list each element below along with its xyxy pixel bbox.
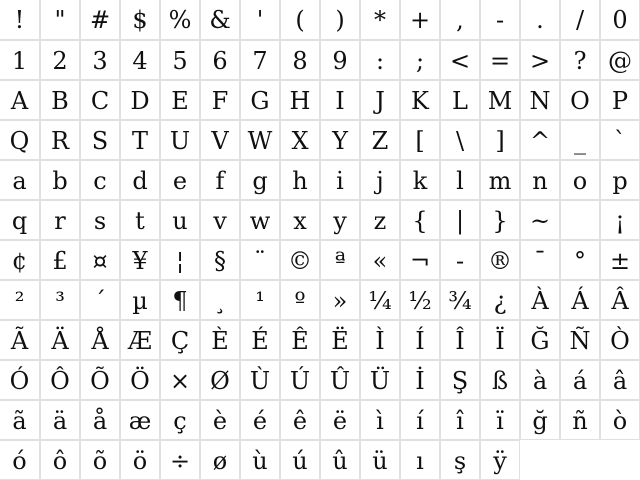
- glyph-cell[interactable]: x: [280, 200, 320, 240]
- glyph-cell[interactable]: ¡: [600, 200, 640, 240]
- glyph-cell[interactable]: |: [440, 200, 480, 240]
- glyph-cell[interactable]: ¿: [480, 280, 520, 320]
- glyph-cell[interactable]: 5: [160, 40, 200, 80]
- glyph-cell[interactable]: õ: [80, 440, 120, 480]
- glyph-cell[interactable]: q: [0, 200, 40, 240]
- glyph-cell[interactable]: l: [440, 160, 480, 200]
- glyph-cell[interactable]: ö: [120, 440, 160, 480]
- glyph-cell[interactable]: ?: [560, 40, 600, 80]
- glyph-cell[interactable]: j: [360, 160, 400, 200]
- glyph-cell[interactable]: $: [120, 0, 160, 40]
- glyph-cell[interactable]: ©: [280, 240, 320, 280]
- glyph-cell[interactable]: â: [600, 360, 640, 400]
- glyph-cell[interactable]: m: [480, 160, 520, 200]
- glyph-cell[interactable]: í: [400, 400, 440, 440]
- glyph-cell[interactable]: [: [400, 120, 440, 160]
- glyph-cell[interactable]: ¹: [240, 280, 280, 320]
- glyph-cell[interactable]: t: [120, 200, 160, 240]
- glyph-cell[interactable]: ¯: [520, 240, 560, 280]
- glyph-cell[interactable]: +: [400, 0, 440, 40]
- glyph-cell[interactable]: Ü: [360, 360, 400, 400]
- glyph-cell[interactable]: ÷: [160, 440, 200, 480]
- glyph-cell[interactable]: c: [80, 160, 120, 200]
- glyph-cell[interactable]: °: [560, 240, 600, 280]
- glyph-cell[interactable]: ±: [600, 240, 640, 280]
- glyph-cell[interactable]: >: [520, 40, 560, 80]
- glyph-cell[interactable]: H: [280, 80, 320, 120]
- glyph-cell[interactable]: Æ: [120, 320, 160, 360]
- glyph-cell[interactable]: &: [200, 0, 240, 40]
- glyph-cell[interactable]: ): [320, 0, 360, 40]
- glyph-cell[interactable]: @: [600, 40, 640, 80]
- glyph-cell[interactable]: §: [200, 240, 240, 280]
- glyph-cell[interactable]: ,: [440, 0, 480, 40]
- glyph-cell[interactable]: ì: [360, 400, 400, 440]
- glyph-cell[interactable]: b: [40, 160, 80, 200]
- glyph-cell[interactable]: Í: [400, 320, 440, 360]
- glyph-cell[interactable]: ¥: [120, 240, 160, 280]
- glyph-cell[interactable]: à: [520, 360, 560, 400]
- glyph-cell[interactable]: Ö: [120, 360, 160, 400]
- glyph-cell[interactable]: Q: [0, 120, 40, 160]
- glyph-cell[interactable]: P: [600, 80, 640, 120]
- glyph-cell[interactable]: A: [0, 80, 40, 120]
- glyph-cell[interactable]: ı: [400, 440, 440, 480]
- glyph-cell[interactable]: Ä: [40, 320, 80, 360]
- glyph-cell[interactable]: ¨: [240, 240, 280, 280]
- glyph-cell[interactable]: e: [160, 160, 200, 200]
- glyph-cell[interactable]: ®: [480, 240, 520, 280]
- glyph-cell[interactable]: ú: [280, 440, 320, 480]
- glyph-cell[interactable]: ½: [400, 280, 440, 320]
- glyph-cell[interactable]: 0: [600, 0, 640, 40]
- glyph-cell[interactable]: J: [360, 80, 400, 120]
- glyph-cell[interactable]: L: [440, 80, 480, 120]
- glyph-cell[interactable]: 8: [280, 40, 320, 80]
- glyph-cell[interactable]: ø: [200, 440, 240, 480]
- glyph-cell[interactable]: Ï: [480, 320, 520, 360]
- glyph-cell[interactable]: .: [520, 0, 560, 40]
- glyph-cell[interactable]: (: [280, 0, 320, 40]
- glyph-cell[interactable]: _: [560, 120, 600, 160]
- glyph-cell[interactable]: Å: [80, 320, 120, 360]
- glyph-cell[interactable]: `: [600, 120, 640, 160]
- glyph-cell[interactable]: ò: [600, 400, 640, 440]
- glyph-cell[interactable]: Ì: [360, 320, 400, 360]
- glyph-cell[interactable]: f: [200, 160, 240, 200]
- glyph-cell[interactable]: s: [80, 200, 120, 240]
- glyph-cell[interactable]: Ç: [160, 320, 200, 360]
- glyph-cell[interactable]: 3: [80, 40, 120, 80]
- glyph-cell[interactable]: ;: [400, 40, 440, 80]
- glyph-cell[interactable]: Á: [560, 280, 600, 320]
- glyph-cell[interactable]: \: [440, 120, 480, 160]
- glyph-cell[interactable]: p: [600, 160, 640, 200]
- glyph-cell[interactable]: z: [360, 200, 400, 240]
- glyph-cell[interactable]: #: [80, 0, 120, 40]
- glyph-cell[interactable]: -: [480, 0, 520, 40]
- glyph-cell[interactable]: Î: [440, 320, 480, 360]
- glyph-cell[interactable]: 1: [0, 40, 40, 80]
- glyph-cell[interactable]: g: [240, 160, 280, 200]
- glyph-cell[interactable]: %: [160, 0, 200, 40]
- glyph-cell[interactable]: Â: [600, 280, 640, 320]
- glyph-cell[interactable]: K: [400, 80, 440, 120]
- glyph-cell[interactable]: ¾: [440, 280, 480, 320]
- glyph-cell[interactable]: O: [560, 80, 600, 120]
- glyph-cell[interactable]: r: [40, 200, 80, 240]
- glyph-cell[interactable]: Y: [320, 120, 360, 160]
- glyph-cell[interactable]: W: [240, 120, 280, 160]
- glyph-cell[interactable]: ´: [80, 280, 120, 320]
- glyph-cell[interactable]: C: [80, 80, 120, 120]
- glyph-cell[interactable]: Ò: [600, 320, 640, 360]
- glyph-cell[interactable]: ÿ: [480, 440, 520, 480]
- glyph-cell[interactable]: ç: [160, 400, 200, 440]
- glyph-cell[interactable]: ß: [480, 360, 520, 400]
- glyph-cell[interactable]: ä: [40, 400, 80, 440]
- glyph-cell[interactable]: æ: [120, 400, 160, 440]
- glyph-cell[interactable]: ^: [520, 120, 560, 160]
- glyph-cell[interactable]: è: [200, 400, 240, 440]
- glyph-cell[interactable]: d: [120, 160, 160, 200]
- glyph-cell[interactable]: µ: [120, 280, 160, 320]
- glyph-cell[interactable]: S: [80, 120, 120, 160]
- glyph-cell[interactable]: ¢: [0, 240, 40, 280]
- glyph-cell[interactable]: º: [280, 280, 320, 320]
- glyph-cell[interactable]: D: [120, 80, 160, 120]
- glyph-cell[interactable]: ¦: [160, 240, 200, 280]
- glyph-cell[interactable]: E: [160, 80, 200, 120]
- glyph-cell[interactable]: V: [200, 120, 240, 160]
- glyph-cell[interactable]: ¶: [160, 280, 200, 320]
- glyph-cell[interactable]: F: [200, 80, 240, 120]
- glyph-cell[interactable]: ó: [0, 440, 40, 480]
- glyph-cell[interactable]: a: [0, 160, 40, 200]
- glyph-cell[interactable]: î: [440, 400, 480, 440]
- glyph-cell[interactable]: Û: [320, 360, 360, 400]
- glyph-cell[interactable]: 9: [320, 40, 360, 80]
- glyph-cell[interactable]: /: [560, 0, 600, 40]
- glyph-cell[interactable]: T: [120, 120, 160, 160]
- glyph-cell[interactable]: v: [200, 200, 240, 240]
- glyph-cell[interactable]: ô: [40, 440, 80, 480]
- glyph-cell[interactable]: İ: [400, 360, 440, 400]
- glyph-cell[interactable]: ğ: [520, 400, 560, 440]
- glyph-cell[interactable]: ü: [360, 440, 400, 480]
- glyph-cell[interactable]: !: [0, 0, 40, 40]
- glyph-cell[interactable]: M: [480, 80, 520, 120]
- glyph-cell[interactable]: Ş: [440, 360, 480, 400]
- glyph-cell[interactable]: «: [360, 240, 400, 280]
- glyph-cell[interactable]: »: [320, 280, 360, 320]
- glyph-cell[interactable]: ¤: [80, 240, 120, 280]
- glyph-cell[interactable]: G: [240, 80, 280, 120]
- glyph-cell[interactable]: i: [320, 160, 360, 200]
- glyph-cell[interactable]: ²: [0, 280, 40, 320]
- glyph-cell[interactable]: k: [400, 160, 440, 200]
- glyph-cell[interactable]: ³: [40, 280, 80, 320]
- glyph-cell[interactable]: ]: [480, 120, 520, 160]
- glyph-cell[interactable]: ñ: [560, 400, 600, 440]
- glyph-cell[interactable]: Ã: [0, 320, 40, 360]
- glyph-cell[interactable]: -: [440, 240, 480, 280]
- glyph-cell[interactable]: £: [40, 240, 80, 280]
- glyph-cell[interactable]: =: [480, 40, 520, 80]
- glyph-cell[interactable]: ã: [0, 400, 40, 440]
- glyph-cell[interactable]: U: [160, 120, 200, 160]
- glyph-cell[interactable]: ï: [480, 400, 520, 440]
- glyph-cell[interactable]: ş: [440, 440, 480, 480]
- glyph-cell[interactable]: ': [240, 0, 280, 40]
- glyph-cell[interactable]: Ë: [320, 320, 360, 360]
- glyph-cell[interactable]: Ê: [280, 320, 320, 360]
- glyph-cell[interactable]: ù: [240, 440, 280, 480]
- glyph-cell[interactable]: ª: [320, 240, 360, 280]
- glyph-cell[interactable]: 4: [120, 40, 160, 80]
- glyph-cell[interactable]: Õ: [80, 360, 120, 400]
- glyph-cell[interactable]: Ğ: [520, 320, 560, 360]
- glyph-cell[interactable]: {: [400, 200, 440, 240]
- glyph-cell[interactable]: u: [160, 200, 200, 240]
- glyph-cell[interactable]: 2: [40, 40, 80, 80]
- glyph-cell[interactable]: á: [560, 360, 600, 400]
- glyph-cell[interactable]: é: [240, 400, 280, 440]
- glyph-cell[interactable]: w: [240, 200, 280, 240]
- glyph-cell[interactable]: Z: [360, 120, 400, 160]
- glyph-cell[interactable]: Ó: [0, 360, 40, 400]
- glyph-cell-empty[interactable]: [560, 200, 600, 240]
- glyph-cell[interactable]: h: [280, 160, 320, 200]
- glyph-cell[interactable]: ×: [160, 360, 200, 400]
- glyph-cell[interactable]: B: [40, 80, 80, 120]
- glyph-cell[interactable]: Ù: [240, 360, 280, 400]
- glyph-cell[interactable]: ": [40, 0, 80, 40]
- glyph-cell[interactable]: É: [240, 320, 280, 360]
- glyph-cell[interactable]: *: [360, 0, 400, 40]
- glyph-cell[interactable]: È: [200, 320, 240, 360]
- glyph-cell[interactable]: ¬: [400, 240, 440, 280]
- glyph-cell[interactable]: Ú: [280, 360, 320, 400]
- glyph-cell[interactable]: 6: [200, 40, 240, 80]
- glyph-cell[interactable]: <: [440, 40, 480, 80]
- glyph-cell[interactable]: û: [320, 440, 360, 480]
- glyph-cell[interactable]: ¼: [360, 280, 400, 320]
- glyph-cell[interactable]: N: [520, 80, 560, 120]
- glyph-cell[interactable]: ¸: [200, 280, 240, 320]
- glyph-cell[interactable]: À: [520, 280, 560, 320]
- glyph-cell[interactable]: ~: [520, 200, 560, 240]
- glyph-cell[interactable]: Ø: [200, 360, 240, 400]
- glyph-cell[interactable]: Ô: [40, 360, 80, 400]
- glyph-cell[interactable]: }: [480, 200, 520, 240]
- glyph-cell[interactable]: I: [320, 80, 360, 120]
- glyph-cell[interactable]: 7: [240, 40, 280, 80]
- glyph-cell[interactable]: n: [520, 160, 560, 200]
- glyph-cell[interactable]: o: [560, 160, 600, 200]
- glyph-cell[interactable]: :: [360, 40, 400, 80]
- glyph-cell[interactable]: å: [80, 400, 120, 440]
- glyph-cell[interactable]: R: [40, 120, 80, 160]
- glyph-cell[interactable]: ë: [320, 400, 360, 440]
- glyph-cell[interactable]: ê: [280, 400, 320, 440]
- glyph-cell[interactable]: y: [320, 200, 360, 240]
- glyph-cell[interactable]: X: [280, 120, 320, 160]
- glyph-cell[interactable]: Ñ: [560, 320, 600, 360]
